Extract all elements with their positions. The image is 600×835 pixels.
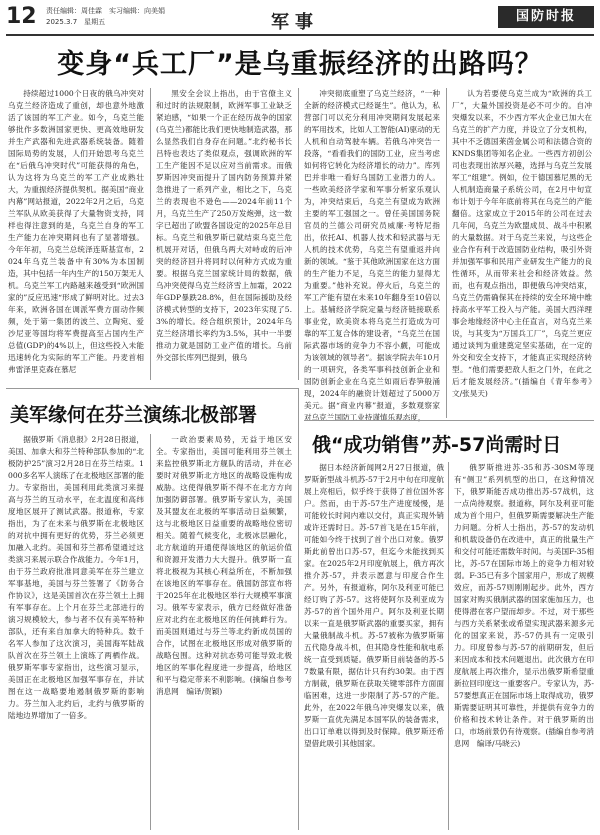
- column-divider: [448, 462, 449, 830]
- right-article-headline: 俄“成功销售”苏-57尚需时日: [312, 434, 562, 456]
- main-article-col-3: 冲突彻底重塑了乌克兰经济，“一种全新的经济模式已经诞生”。他认为，私营部门可以充分利用冲突期间发展起来的军用技术，比如人工智能(AI)驱动的无人机和自动驾驶车辆。若俄乌冲突告一段落，“看看我们的国防工业，应当考虑如何将它转化为经济增长的动力”。库列巴并非唯一看好乌国防工业潜力的人。一些欧美经济学家和军事分析家乐观认为，冲突结束后，乌克兰有望成为欧洲主要的军工强国之一。曾任美国国务院官员的兰德公司研究员威廉·考特尼指出，依托AI、机器人技术和轻武器与无人机的技术优势，乌克兰有望重返并向新的领域。“鉴于其他欧洲国家在这方面的生产能力不足，乌克兰的能力显得尤为重要。”他补充说。停火后，乌克兰的军工产能有望在未来10年翻身至10倍以上。基辅经济学院定量与经济链接联系事业党，欧美资本将乌克兰打造成为可靠的军工复合体的建设者，“乌克兰在国际武器市场的竞争力不容小觑，可能成为该领域的领导者”。据该学院去年10月的一项研究，各类军事科技创新企业和国防创新企业在乌克兰如雨后春笋般涌现，2024年的融资计划超过了5000万美元。据“商业内幕”报道，多数观察家对乌克兰国防工业持谨慎乐观态度，: [304, 89, 440, 422]
- main-article-col-2: 黑安全会议上指出，由于官僚主义和过时的法规限制，欧洲军事工业缺乏紧迫感，“如果一个正在经历战争的国家(乌克兰)都能比我们更快地制造武器，那么显然我们自身存在问题。”北约秘书长吕特也表达了类似观点，强调欧洲的军工生产能因不足以应对当前需求。而俄罗斯因冲突而提升了国内防务预算并紧急推进了一系列产业，相比之下，乌克兰的表现也不逊色——2024年前11个月，乌克兰生产了250万发炮弹，这一数字已超出了欧盟各国设定的2025年总目标。乌克兰和俄罗斯已就结束乌克兰危机展开对话，但俄乌两大对峙或的后冲突的经济回升将同时以何种方式成为重要。根据乌克兰国家统计局的数据，俄乌冲突使得乌克兰经济雪上加霜，2022年GDP暴跌28.8%，但在国际援助及经济模式转型的支持下，2023年实现了5.3%的增长。经合组织预计，2024年乌克兰经济增长率约为3.5%，其中一半要推动力就是国防工业产值的增长。乌前外交部长库列巴提到，俄乌: [156, 89, 292, 362]
- header-rule: [6, 34, 594, 36]
- section-divider: [6, 388, 298, 389]
- main-headline: 变身“兵工厂”是乌重振经济的出路吗？: [57, 49, 543, 80]
- left-article-col-1: 据俄罗斯《消息报》2月28日报道，美国、加拿大和芬兰特种部队参加的“北极防护25”演习2月28日在芬兰结束。1000多名军人演练了在北极地区部署的能力。专家指出，美国利用此类演习来提高与芬兰的互动水平，在北温度和高纬度地区展开了测试武器。报道称，专家指出，为了在未来与俄罗斯在北极地区的对抗中拥有更好的优势，芬兰必须更加融入北约。美国和芬兰都希望通过这类演习来展示联合作战能力。今年1月，由于芬兰政府批准同意美军在芬兰建立军事基地，美国与芬兰签署了《防务合作协议》，这是美国首次在芬兰领土上拥有军事存在。上个月在芬兰北部进行的演习规模较大，参与者不仅有美军特种部队，还有来自加拿大的特种兵。数千名军人参加了这次演习，美国海军陆战队首次在芬兰领土上演练了两栖作战。俄罗斯军事专家指出，这些演习显示，美国正在北极地区加强军事存在，并试图在这一战略要地遏制俄罗斯的影响力。芬兰加入北约后，北约与俄罗斯的陆地边界增加了一倍多。: [8, 435, 144, 720]
- newspaper-logo: 国防时报: [498, 6, 594, 28]
- column-divider: [150, 434, 151, 830]
- column-divider: [446, 88, 447, 418]
- left-article-col-2: 一政治要素局势，无益于地区安全。专家指出，美国可能利用芬兰领土来监控俄罗斯北方舰队的活动，并在必要时对俄罗斯北方地区的战略设施构成威胁。这使得俄罗斯不得不在北方方向加强防御部署。俄罗斯专家认为，美国及其盟友在北极的军事活动日益频繁，这与北极地区日益重要的战略地位密切相关。随着气候变化，北极冰层融化，北方航道的开通使得该地区的航运价值和资源开发潜力大大提升。俄罗斯一直将北极视为其核心利益所在，不断加强在该地区的军事存在。俄国防部宣布将于2025年在北极地区举行大规模军事演习。俄军专家表示，俄方已经做好准备应对北约在北极地区的任何挑衅行为。而美国则通过与芬兰等北约新成员国的合作，试图在北极地区形成对俄罗斯的战略包围。这种对抗态势可能导致北极地区的军事化程度进一步提高，给地区和平与稳定带来不利影响。(摘编自参考消息网 编译/贺颖): [156, 435, 292, 696]
- column-divider: [298, 88, 299, 380]
- page-number: 12: [6, 4, 37, 29]
- main-article-col-1: 持续超过1000个日夜的俄乌冲突对乌克兰经济造成了重创，却也意外地激活了该国的军工产业。如今，乌克兰能够批作多数洲国家更快、更高效地研发并生产武器和先进武器系统装备。随着国际局势的发展，人们开始思考乌克兰在“后俄乌冲突时代”可能获得的角色，认为这将为乌克兰的军工产业成熟壮大，为重振经济提供契机。据美国“商业内幕”网站报道，2022年2月之后，乌克兰军队从欧美获得了大量物资支持，同样也得注意到的是，乌克兰自身的军工生产能力在冲突期间也有了显著增强。今年年初，乌克兰总统泽连斯基宣布，2024年乌克兰装备中有30%为本国制造，其中包括一年内生产的150万架无人机。乌克兰军工内路越来越受到“欧洲国家的”反应迅速“形成了鲜明对比。过去3年来，欧洲各国在调派军费方面动作频频，处于第一集团的波兰、立陶宛、爱沙尼亚等国均将军费提高至占国内生产总值(GDP)的4%以上，但这些投入未能迅速转化为实际的军工产能。丹麦首相弗雷泽里克森在慕尼: [8, 89, 144, 374]
- left-article-headline: 美军缘何在芬兰演练北极部署: [10, 404, 258, 426]
- right-article-col-2: 俄罗斯推进苏-35和苏-30SM等现有“侧卫”系列机型的出口，在这种情况下，俄罗斯能否成功推出苏-57战机，这一点尚待观察。报道称，阿尔及利亚可能成为首个用户，但俄罗斯需要解决生产能力问题。分析人士指出，苏-57的发动机和机载设备仍在改进中，真正的批量生产和交付可能还需数年时间。与美国F-35相比，苏-57在国际市场上的竞争力相对较弱。F-35已有多个国家用户，形成了规模效应，而苏-57则刚刚起步。此外，西方国家对购买俄制武器的国家施加压力，也使得潜在客户望而却步。不过，对于那些与西方关系紧张或希望实现武器来源多元化的国家来说，苏-57仍具有一定吸引力。印度曾参与苏-57的前期研发，但后来因成本和技术问题退出。此次俄方在印度航展上再次推介，显示出俄罗斯希望重新拉回印度这一重要客户。专家认为，苏-57要想真正在国际市场上取得成功，俄罗斯需要证明其可靠性，并提供有竞争力的价格和技术转让条件。对于俄罗斯的出口，市场前景仍有待观察。(插编自参考消息网 编译/马晓云): [454, 463, 594, 748]
- right-article-col-1: 据日本经济新闻网2月27日报道，俄罗斯新型战斗机苏-57于2月中旬在印度航展上亮相后，似乎终于获得了首位国外客户。然而，由于苏-57生产进度缓慢，是可能较长时间内难以交付，真正实现外销或许还需时日。苏-57首飞是在15年前，可能如今终于找到了首个出口对象。俄罗斯此前曾出口苏-57，但迄今未能找到买家。在2025年2月印度航展上，俄方再次推介苏-57，并表示愿意与印度合作生产。另外，有报道称，阿尔及利亚可能已经订购了苏-57。这将使阿尔及利亚成为苏-57的首个国外用户。阿尔及利亚长期以来一直是俄罗斯武器的重要买家，拥有大量俄制战斗机。苏-57被称为俄罗斯第五代隐身战斗机，但其隐身性能和航电系统一直受到质疑。俄罗斯目前装备的苏-57数量有限，据估计只有约30架。由于西方制裁，俄罗斯在获取关键零部件方面面临困难，这进一步限制了苏-57的产能。此外，在2022年俄乌冲突爆发以来，俄罗斯一直优先满足本国军队的装备需求，出口订单难以得到及时保障。俄罗斯还希望借此吸引其他国家。: [304, 463, 444, 748]
- section-divider: [304, 420, 594, 421]
- editor-line: 责任编辑：周佳霖 实习编辑：向美娟: [46, 7, 165, 15]
- date-line: 2025.3.7 星期五: [46, 18, 106, 26]
- column-divider: [150, 88, 151, 380]
- section-title: 军事: [271, 12, 319, 33]
- column-divider: [298, 388, 299, 830]
- main-article-col-4: 认为若要使乌克兰成为“欧洲的兵工厂”，大量外国投资是必不可少的。自冲突爆发以来，不少西方军火企业已加大在乌克兰的扩产力度，并设立了分支机构，其中不乏德国莱茵金属公司和法德合资的KNDS集团等知名企业。一些西方初创公司也表现出浓厚兴趣，选择与乌克兰发展军工“组建”。例如，位于德国慕尼黑的无人机制造商量子系统公司，在2月中旬宣布计划于今年年底前将其在乌克兰的产能翻倍。这家成立于2015年的公司在过去几年间，乌克兰为欧盟成员、战斗中积累的大量数据。对于乌克兰来说，与这些企业合作有利于改造国防业结构，吸引外资并加强军事和民用产业研发生产能力的良性循环，从而带来社会和经济效益。然而，也有观点指出，即便俄乌冲突结束，乌克兰仍需确保其在持续的安全环境中维持高水平军工投入与产能。美国大西洋理事会地缘经济中心主任直言，对乌克兰来说，与其变为“万国兵工厂”，乌克兰更应通过谈判为重建奠定坚实基础，在一定的外交和安全支持下，才能真正实现经济转型。“他们需要把敌人拒之门外，在此之后才能发展经济。”(插编自《青年参考》 文/张昊天): [452, 89, 600, 398]
- page-header: [0, 0, 600, 34]
- page-meta: [46, 6, 165, 28]
